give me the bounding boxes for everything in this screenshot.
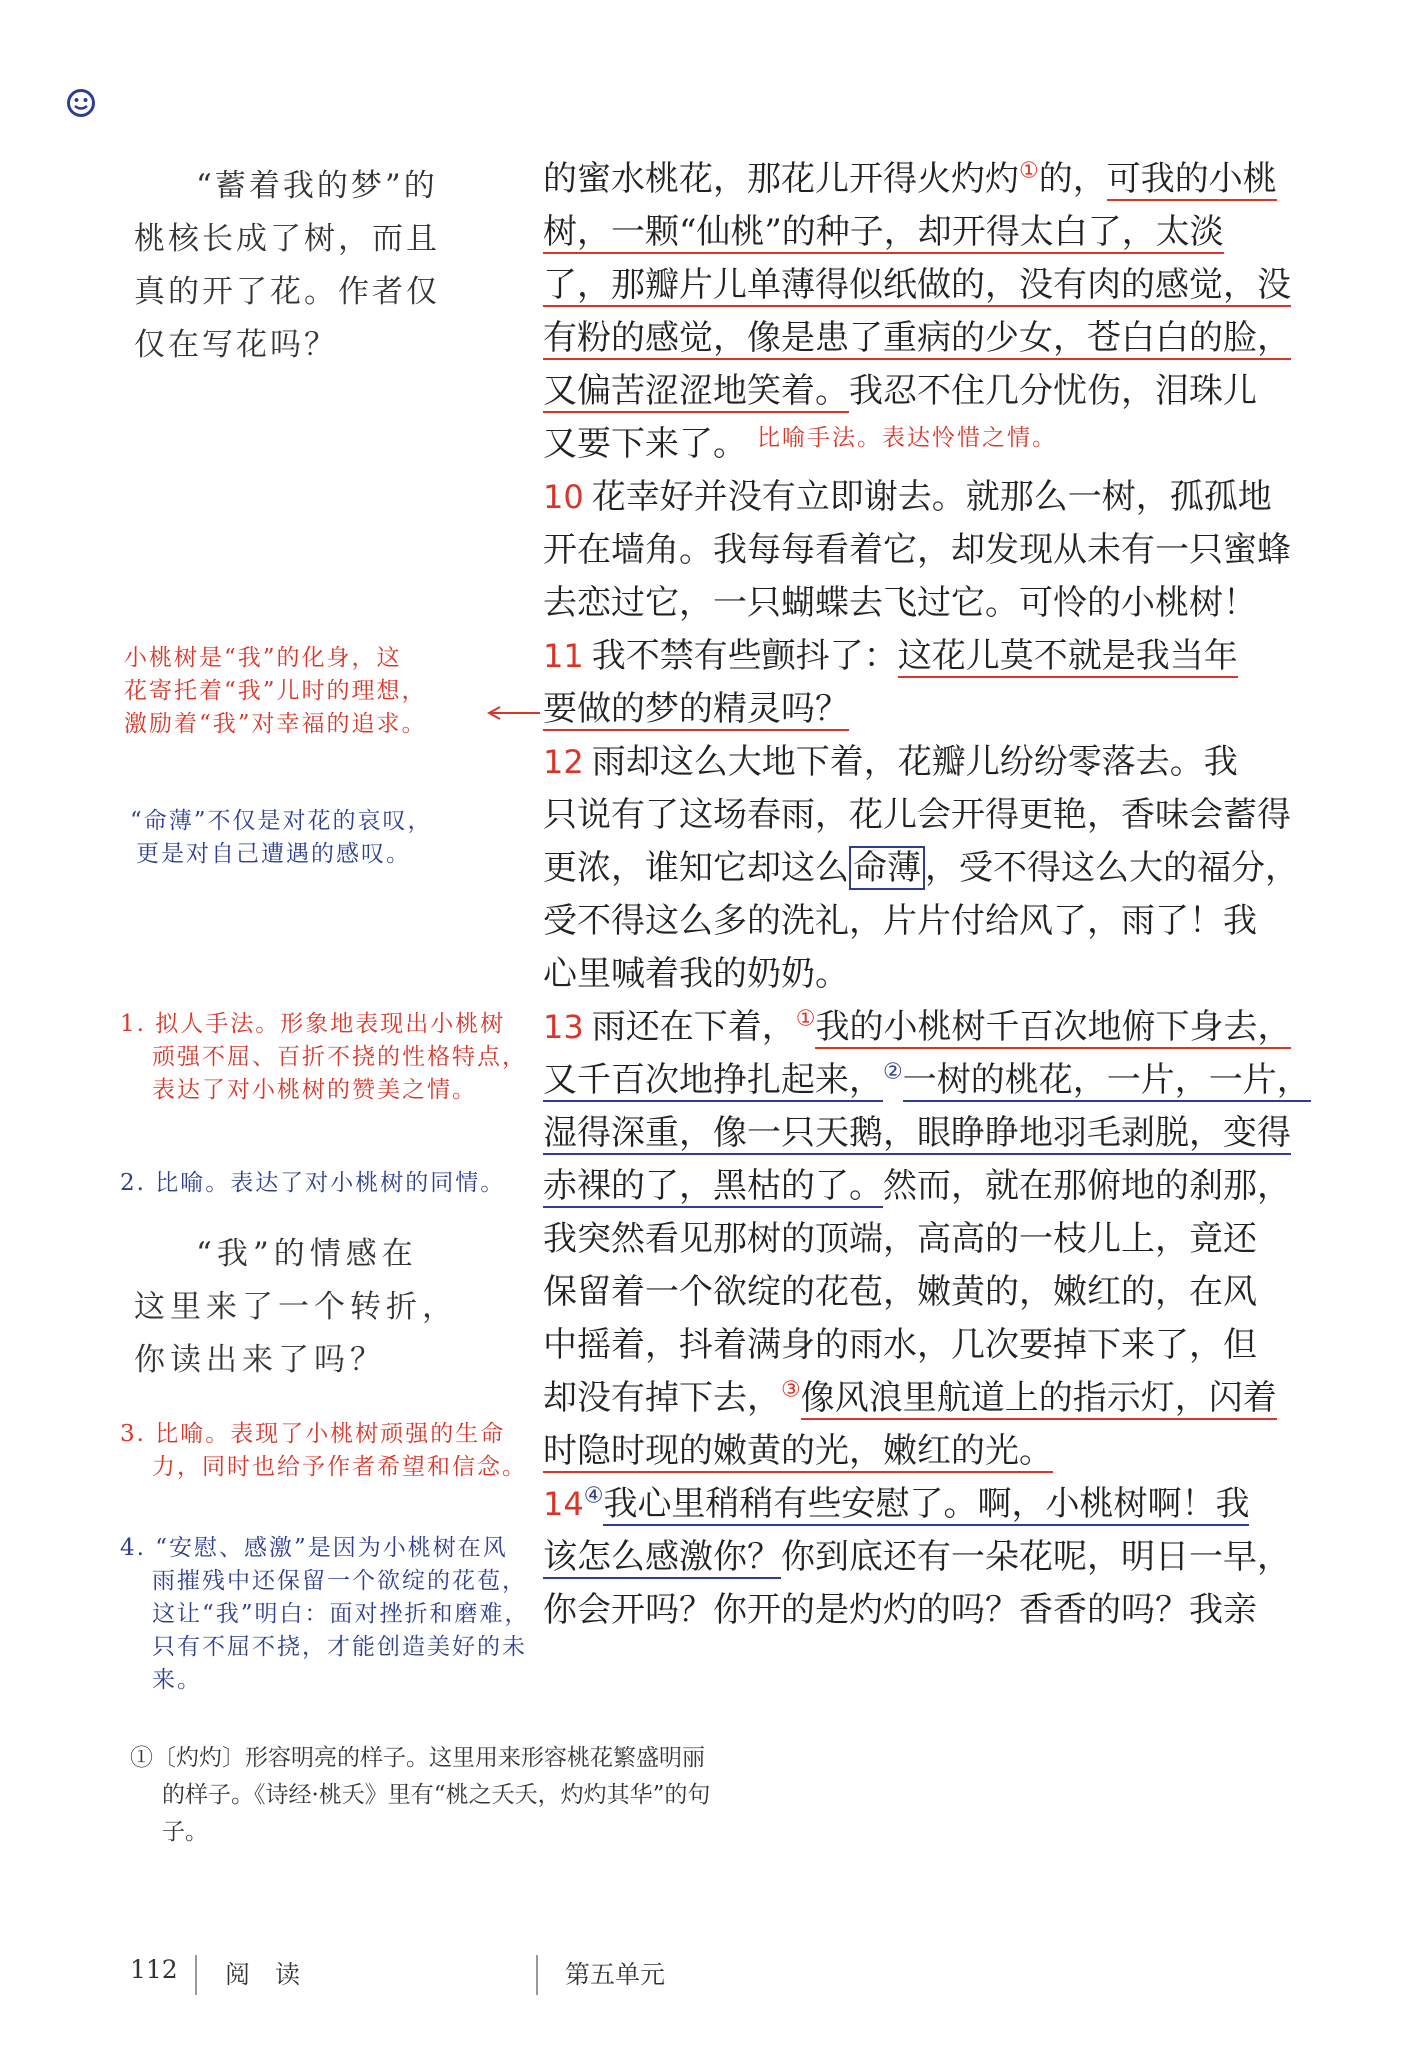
note-line: 激励着“我”对幸福的追求。 [124,711,427,737]
underlined-text: 我心里稍稍有些安慰了。 [603,1484,978,1524]
question-2-line: “我”的情感在 [196,1236,418,1272]
text-line [543,1584,1303,1637]
paragraph-11 [543,630,1303,683]
text-line [543,206,1303,259]
underlined-text: 该怎么感激你？ [543,1537,781,1577]
main-text [543,153,1311,1637]
annotation-marker: ② [883,1059,903,1085]
text-span: 又要下来了。 [543,424,747,464]
text-span: 受不得这么多的洗礼，片片付给风了，雨了！我 [543,901,1257,941]
text-span: 更浓，谁知它却这么 [543,848,849,888]
text-span: 你会开吗？你开的是灼灼的吗？香香的吗？我亲 [543,1590,1257,1630]
text-span: 你到底还有一朵花呢，明日一早， [781,1537,1291,1577]
paragraph-number: 10 [543,478,584,516]
underlined-text: 了，那瓣片儿单薄得似纸做的，没有肉的感觉，没 [543,265,1291,305]
paragraph-number: 11 [543,637,584,675]
text-line [543,1054,1311,1107]
text-line [543,895,1303,948]
text-span: 却没有掉下去， [543,1378,781,1418]
page-number: 112 [130,1955,178,1984]
underlined-text: 有粉的感觉，像是患了重病的少女，苍白白的脸， [543,318,1291,358]
text-line [543,948,1303,1001]
underlined-text: 我的小桃树千百次地俯下身去， [815,1007,1292,1047]
text-span: 我不禁有些颤抖了： [591,636,898,676]
text-line [543,789,1303,842]
text-span: 只说有了这场春雨，花儿会开得更艳，香味会蓄得 [543,795,1291,835]
text-span: 开在墙角。我每每看着它，却发现从未有一只蜜蜂 [543,530,1291,570]
text-span: 的， [1038,159,1107,199]
text-span: 然而，就在那俯地的刹那， [883,1166,1291,1206]
underlined-text: 湿得深重，像一只天鹅，眼睁睁地羽毛剥脱，变得 [543,1113,1291,1153]
text-span: 雨却这么大地下着，花瓣儿纷纷零落去。我 [591,742,1238,782]
text-span: 花幸好并没有立即谢去。就那么一树，孤孤地 [591,477,1272,517]
text-line [543,683,1303,736]
paragraph-14 [543,1478,1303,1531]
underlined-text: 时隐时现的嫩黄的光，嫩红的光。 [543,1431,1053,1471]
note-comfort-gratitude: 4. “安慰、感激”是因为小桃树在风雨摧残中还保留一个欲绽的花苞，这让“我”明白：面对挫折和磨难，只有不屈不挠，才能创造美好的未来。 [120,1535,530,1693]
paragraph-12 [543,736,1303,789]
underlined-text: 要做的梦的精灵吗？ [543,689,849,729]
underlined-text: 像风浪里航道上的指示灯，闪着 [800,1378,1277,1418]
note-line: 更是对自己遭遇的感叹。 [136,841,411,867]
text-line [543,312,1303,365]
section-label: 阅 读 [225,1960,301,1989]
footer-divider [536,1955,538,1995]
smiley-face-icon [66,88,96,118]
question-1-line: 仅在写花吗？ [134,327,338,363]
question-1-line: “蓄着我的梦”的 [196,168,438,204]
question-1-line: 真的开了花。作者仅 [134,274,440,310]
text-span: 我忍不住几分忧伤，泪珠儿 [849,371,1257,411]
text-line [543,1213,1303,1266]
underlined-text: 可我的小桃 [1106,159,1277,199]
text-span: 雨还在下着， [591,1007,796,1047]
text-span: 去恋过它，一只蝴蝶去飞过它。可怜的小桃树！ [543,583,1257,623]
text-line [543,1266,1303,1319]
question-2 [134,1228,474,1387]
paragraph-13 [543,1001,1303,1054]
inline-annotation: 比喻手法。表达怜惜之情。 [757,425,1057,451]
text-line [543,1531,1303,1584]
text-span: 的蜜水桃花，那花儿开得火灼灼 [543,159,1019,199]
underlined-text: 又偏苦涩涩地笑着。 [543,371,849,411]
paragraph-10 [543,471,1303,524]
text-span: 保留着一个欲绽的花苞，嫩黄的，嫩红的，在风 [543,1272,1257,1312]
note-line: 花寄托着“我”儿时的理想， [124,678,427,704]
footnote: ①〔灼灼〕形容明亮的样子。这里用来形容桃花繁盛明丽的样子。《诗经·桃夭》里有“桃之夭夭，灼灼其华”的句子。 [130,1745,711,1845]
text-span: 心里喊着我的奶奶。 [543,954,849,994]
note-personification: 1. 拟人手法。形象地表现出小桃树顽强不屈、百折不挠的性格特点，表达了对小桃树的赞美之情。 [120,1011,527,1103]
paragraph-number: 14 [543,1485,584,1523]
text-line [543,418,1303,471]
paragraph-number: 13 [543,1008,584,1046]
text-line [543,577,1303,630]
text-line [543,524,1303,577]
underlined-text: 树，一颗“仙桃”的种子，却开得太白了，太淡 [543,212,1224,252]
question-2-line: 你读出来了吗？ [134,1342,386,1378]
paragraph-number: 12 [543,743,584,781]
underlined-text: 这花儿莫不就是我当年 [897,636,1238,676]
text-line [543,842,1303,895]
text-line [543,1160,1303,1213]
text-line [543,1372,1303,1425]
text-line [543,1425,1303,1478]
note-metaphor-sympathy: 2. 比喻。表达了对小桃树的同情。 [120,1170,506,1196]
question-1 [134,160,464,372]
note-symbol-meaning [124,642,427,741]
note-line: “命薄”不仅是对花的哀叹， [130,808,433,834]
annotation-marker: ① [795,1006,816,1032]
text-line [543,365,1303,418]
underlined-text: 啊，小桃树啊！我 [977,1484,1250,1524]
footer-divider [195,1955,197,1995]
underlined-text: 一树的桃花，一片，一片， [902,1060,1311,1100]
boxed-word: 命薄 [849,846,925,890]
text-span: ，受不得这么大的福分， [925,848,1299,888]
question-1-line: 桃核长成了树，而且 [134,221,440,257]
annotation-marker: ④ [583,1483,604,1509]
note-ming-bao [130,805,433,871]
note-metaphor-vitality: 3. 比喻。表现了小桃树顽强的生命力，同时也给予作者希望和信念。 [120,1421,527,1480]
text-span: 中摇着，抖着满身的雨水，几次要掉下来了，但 [543,1325,1257,1365]
text-line [543,1107,1303,1160]
underlined-text: 又千百次地挣扎起来， [543,1060,883,1100]
text-line [543,259,1303,312]
question-2-line: 这里来了一个转折， [134,1289,458,1325]
underlined-text: 赤裸的了，黑枯的了。 [543,1166,883,1206]
note-line: 小桃树是“我”的化身，这 [124,645,402,671]
unit-label: 第五单元 [565,1960,666,1989]
annotation-marker: ③ [781,1377,801,1403]
text-line [543,1319,1303,1372]
arrow-left-icon [486,706,540,720]
footnote-marker: ① [1019,158,1039,184]
text-line [543,153,1303,206]
text-span: 我突然看见那树的顶端，高高的一枝儿上，竟还 [543,1219,1257,1259]
